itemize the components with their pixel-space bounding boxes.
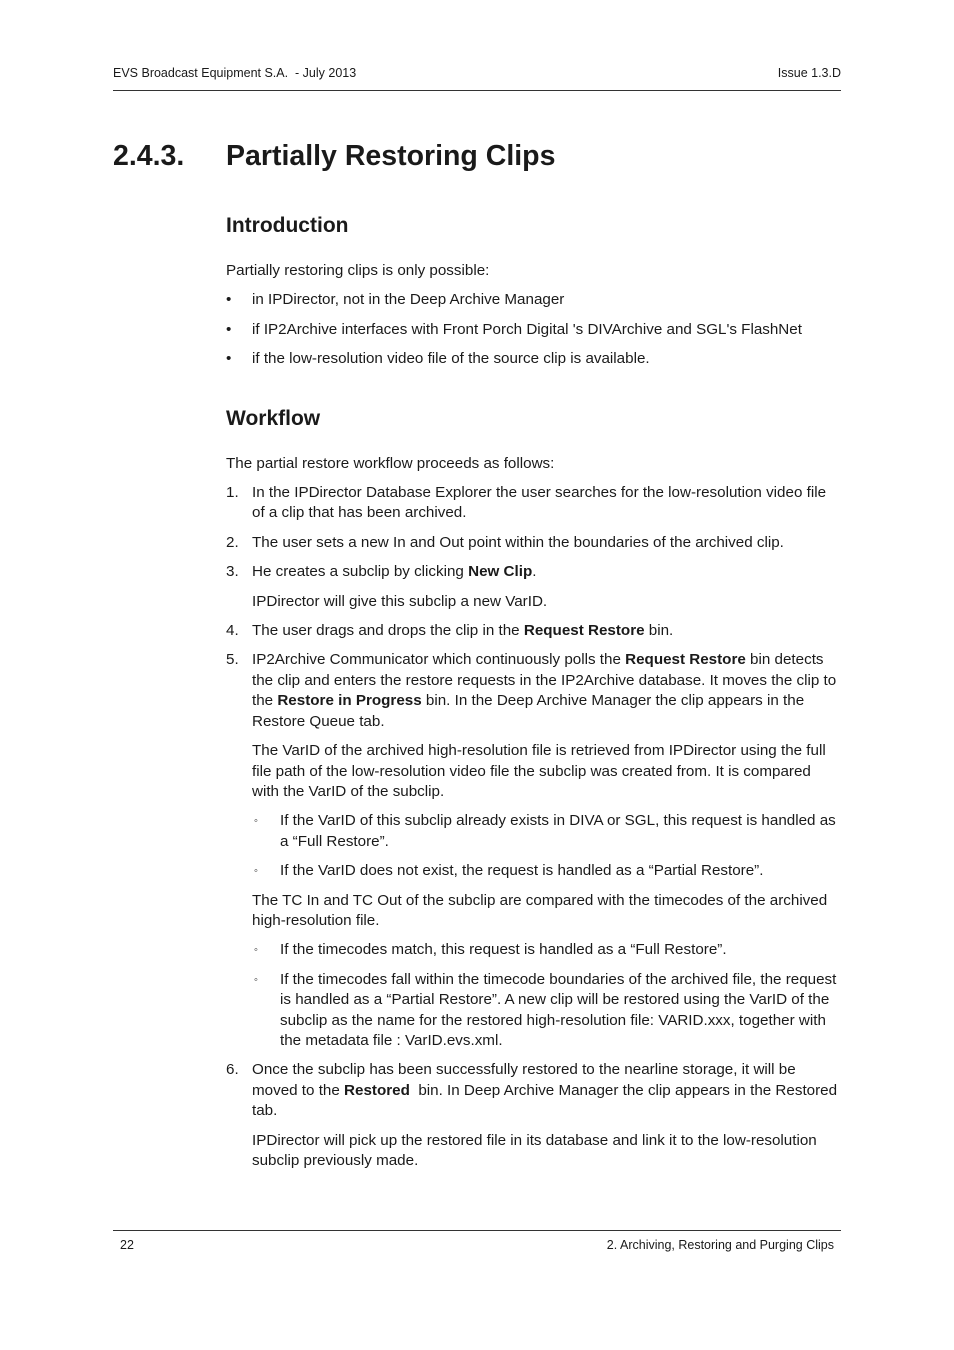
step-text: The user sets a new In and Out point within the boundaries of the archived clip. [252,533,784,551]
step-paragraph: The VarID of the archived high-resolution file is retrieved from IPDirector using the full file path of the low-resolution video file the subclip was created from. It is compared with the VarID of the subclip. [252,742,826,800]
step-number: 3. [226,563,239,581]
header-company-date: EVS Broadcast Equipment S.A. - July 2013 [113,66,357,80]
list-item [226,290,842,310]
bullet-marker: • [226,291,232,309]
step-text [252,563,536,580]
sub-list-item-text: If the timecodes match, this request is handled as a “Full Restore”. [280,941,727,959]
page-footer [120,1238,834,1252]
workflow-step-2 [226,533,842,553]
introduction-bullet-list [226,290,842,369]
list-item-text: if the low-resolution video file of the source clip is available. [252,350,650,368]
sub-list-item [252,940,842,960]
step-text [252,1061,841,1119]
list-item [226,349,842,369]
step-text [252,622,673,639]
workflow-heading: Workflow [226,406,321,430]
workflow-steps [226,483,842,1171]
sub-bullet-marker: ◦ [254,973,258,986]
step-note: IPDirector will give this subclip a new VarID. [252,592,548,610]
section-number: 2.4.3. [113,140,185,172]
ui-term-restored: Restored [344,1081,410,1099]
bullet-marker: • [226,350,232,368]
section-title-text: Partially Restoring Clips [226,140,556,172]
bullet-marker: • [226,320,232,338]
varid-sub-list [252,811,842,881]
sub-bullet-marker: ◦ [254,865,258,878]
step-text: In the IPDirector Database Explorer the user searches for the low-resolution video file of a clip that has been archived. [252,484,827,522]
list-item [226,320,842,340]
step-text-part: bin. In Deep Archive Manager the clip appears in the Restored tab. [252,1081,842,1120]
timecode-sub-list [252,940,842,1051]
step-paragraph: The TC In and TC Out of the subclip are compared with the timecodes of the archived high-resolution file. [252,891,828,929]
footer-chapter-title: 2. Archiving, Restoring and Purging Clips [606,1238,834,1252]
list-item-text: if IP2Archive interfaces with Front Porch Digital 's DIVArchive and SGL's FlashNet [252,320,802,338]
sub-list-item-text: If the timecodes fall within the timecode boundaries of the archived file, the request is handled as a “Partial Restore”. A new clip will be restored using the VarID of the subclip as the name for the restored high-resolution file: VARID.xxx, together with the metadata file : VarID.evs.xml. [280,970,837,1049]
step-number: 4. [226,622,239,640]
step-text-part: The user drags and drops the clip in the [252,622,524,640]
workflow-step-1 [226,483,842,524]
step-text-part: . [532,563,537,581]
workflow-lead: The partial restore workflow proceeds as follows: [226,454,555,472]
page-header [113,66,841,80]
section-title [113,140,555,173]
list-item-text: in IPDirector, not in the Deep Archive Manager [252,291,565,309]
sub-list-item [252,861,842,881]
page-number: 22 [120,1238,134,1252]
step-number: 6. [226,1061,239,1079]
step-text-part: Once the subclip has been successfully restored to the nearline storage, it will be moved to the [252,1061,796,1099]
footer-divider [113,1230,841,1231]
step-text-part: bin. [644,622,674,640]
step-note: IPDirector will pick up the restored file in its database and link it to the low-resolution subclip previously made. [252,1131,817,1169]
header-issue: Issue 1.3.D [777,66,841,80]
sub-list-item-text: If the VarID of this subclip already exists in DIVA or SGL, this request is handled as a “Full Restore”. [280,812,836,850]
step-text [252,651,836,729]
workflow-step-6 [226,1060,842,1171]
workflow-step-5 [226,650,842,1051]
step-text-part: bin detects the clip and enters the restore requests in the IP2Archive database. It moves the clip to the [252,651,837,710]
step-number: 2. [226,533,239,551]
step-number: 1. [226,484,239,502]
sub-list-item-text: If the VarID does not exist, the request is handled as a “Partial Restore”. [280,862,764,880]
page-body [226,212,842,1180]
ui-term-restore-in-progress: Restore in Progress [277,692,422,710]
sub-list-item [252,970,842,1052]
workflow-step-3 [226,562,842,612]
step-number: 5. [226,651,239,669]
sub-list-item [252,811,842,852]
introduction-heading: Introduction [226,214,349,237]
ui-term-request-restore: Request Restore [523,622,645,640]
ui-term-new-clip: New Clip [468,563,533,581]
step-text-part: bin. In the Deep Archive Manager the clip appears in the Restore Queue tab. [252,692,805,730]
step-text-part: He creates a subclip by clicking [252,563,469,581]
step-text-part: IP2Archive Communicator which continuously polls the [252,651,626,669]
introduction-lead: Partially restoring clips is only possible: [226,262,490,279]
sub-bullet-marker: ◦ [254,944,258,957]
workflow-step-4 [226,621,842,641]
ui-term-request-restore: Request Restore [625,651,746,669]
sub-bullet-marker: ◦ [254,815,258,828]
header-divider [113,90,841,91]
